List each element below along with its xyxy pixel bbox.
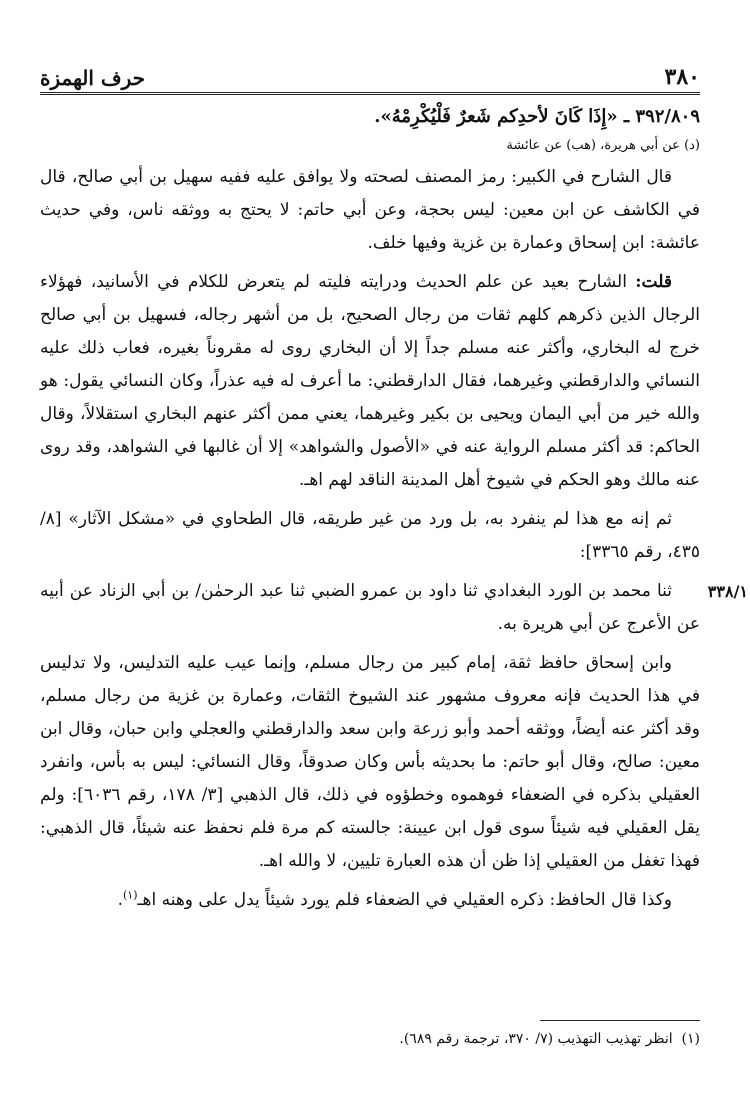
paragraph-4: وكذا قال الحافظ: ذكره العقيلي في الضعفاء فلم يورد شيئاً يدل على وهنه اهـ$^{(١)}$.: [117, 888, 672, 910]
paragraph-3: وابن إسحاق حافظ ثقة، إمام كبير من رجال مسلم، وإنما عيب عليه التدليس، ولا تدليس في هذا الحديث فإنه معروف مشهور عند الشيوخ الثقات، وعمارة بن غزية من رجال مسلم، وقد أكثر عنه أيضاً، ووثقه أحمد وأبو زرعة وابن سعد والدارقطني والعجلي وابن حبان، وقال ابن معين: صالح، وقال أبو حاتم: ما بحديثه بأس وكان صدوقاً، وقال النسائي: ليس به بأس، وانفرد العقيلي بذكره في الضعفاء فوهموه وخطؤوه في ذلك، قال الذهبي [٣/ ١٧٨، رقم ٦٠٣٦]: ولم يقل العقيلي فيه شيئاً سوى قول ابن عيينة: جالسته كم مرة فلم نحفظ عنه شيئاً، قال الذهبي: فهذا تغفل من العقيلي إذا ظن أن هذه العبارة تليين، لا والله اهـ.: [40, 653, 701, 871]
hadith-heading: [40, 100, 700, 133]
commentary-paragraph-1: قال الشارح في الكبير: رمز المصنف لصحته ولا يوافق عليه ففيه سهيل بن أبي صالح، قال في الكاشف عن ابن معين: ليس بحجة، وعن أبي حاتم: لا يحتج به ووثقه ناس، وفي حديث عائشة: ابن إسحاق وعمارة بن غزية وفيها خلف.: [40, 167, 700, 253]
chain-paragraph: ثنا محمد بن الورد البغدادي ثنا داود بن عمرو الضبي ثنا عبد الرحمٰن/ بن أبي الزناد عن أبيه عن الأعرج عن أبي هريرة به.: [40, 581, 700, 634]
hadith-text: «إِذَا كَانَ لأحدِكم شَعرٌ فَلْيُكْرِمْهُ».: [374, 106, 618, 127]
header-rule: [40, 92, 700, 95]
paragraph-4-text: وكذا قال الحافظ: ذكره العقيلي في الضعفاء فلم يورد شيئاً يدل على وهنه اهـ: [137, 890, 672, 910]
page-number: ٣٨٠: [664, 64, 700, 90]
page-header: [40, 50, 700, 90]
footnote-text: انظر تهذيب التهذيب (٧/ ٣٧٠، ترجمة رقم ٦٨٩).: [399, 1031, 673, 1047]
paragraph-2: ثم إنه مع هذا لم ينفرد به، بل ورد من غير طريقه، قال الطحاوي في «مشكل الآثار» [٨/ ٤٣٥، رقم ٣٣٦٥]:: [40, 509, 700, 562]
qult-paragraph: [40, 266, 700, 497]
footnote-number: (١): [681, 1031, 700, 1047]
footnote: [40, 1028, 700, 1050]
marginal-reference: ٣٣٨/١: [707, 582, 748, 601]
chain-block: [40, 575, 748, 641]
hadith-number: ٣٩٢/٨٠٩ ـ: [623, 106, 700, 127]
footnote-rule: [540, 1020, 700, 1021]
hadith-source: (د) عن أبي هريرة، (هب) عن عائشة: [506, 138, 700, 153]
footnote-marker: (١): [123, 888, 138, 902]
page-body: [40, 100, 748, 923]
qult-label: قلت:: [635, 272, 672, 292]
section-title: حرف الهمزة: [40, 66, 146, 90]
qult-text: الشارح بعيد عن علم الحديث ودرايته فليته لم يتعرض للكلام في الأسانيد، فهؤلاء الرجال الذين ذكرهم كلهم ثقات من رجال الصحيح، بل من أشهر رجاله، فسهيل بن أبي صالح خرج له البخاري، وأكثر عنه مسلم جداً إلا أن البخاري روى له مقروناً بغيره، فعاب ذلك عليه النسائي والدارقطني وغيرهما، فقال الدارقطني: ما أعرف له فيه عذراً، وكان النسائي يقول: هو والله خير من أبي اليمان ويحيى بن بكير وغيرهما، يعني ممن أكثر عنهم البخاري استقلالاً، وقال الحاكم: قد أكثر مسلم الرواية عنه في «الأصول والشواهد» إلا أن غالبها في الشواهد، وقد روى عنه مالك وهو الحكم في شيوخ أهل المدينة الناقد لهم اهـ.: [40, 272, 700, 490]
